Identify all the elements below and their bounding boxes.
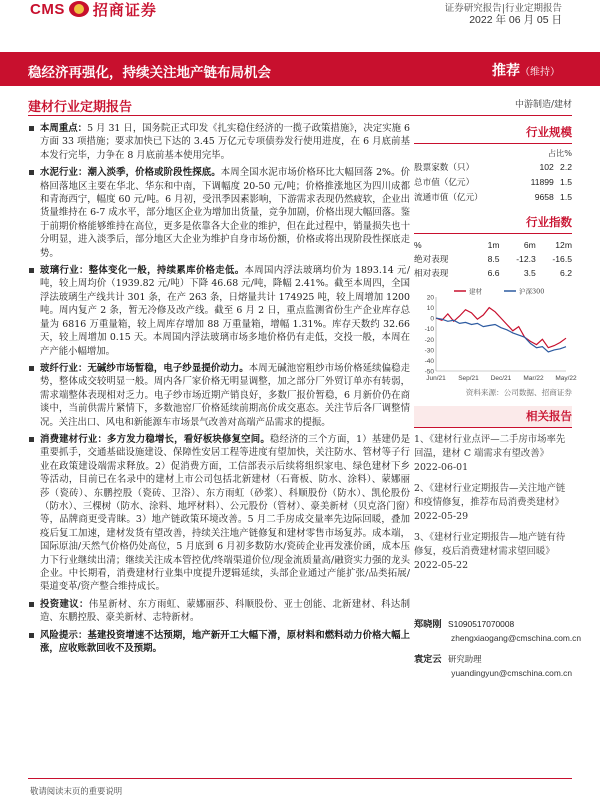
- x-tick-label: May/22: [555, 374, 577, 382]
- paragraph-lead: 本周重点：: [40, 123, 88, 134]
- x-tick-label: Jun/21: [426, 374, 446, 382]
- y-tick-label: -50: [424, 368, 434, 376]
- scale-table: [414, 160, 572, 204]
- analysts: [414, 612, 582, 678]
- related-report-item[interactable]: 3、《建材行业定期报告—地产链有待修复，疫后消费建材需求望回暖》2022-05-22: [414, 531, 566, 571]
- scale-unit: 占比%: [547, 148, 572, 158]
- index-title: 行业指数: [414, 212, 572, 234]
- sidebar: [414, 122, 577, 580]
- paragraph-lead: 玻纤行业：无碱纱市场暂稳，电子纱显提价动力。: [40, 362, 249, 374]
- row-value: 6.6: [487, 268, 500, 279]
- x-tick-label: Sep/21: [458, 374, 479, 382]
- row-value: 8.5: [487, 253, 500, 264]
- y-tick-label: -10: [424, 325, 434, 333]
- x-tick-label: Mar/22: [523, 374, 544, 382]
- legend-label: 建材: [469, 287, 482, 296]
- table-row: [414, 266, 572, 281]
- col-header: 1m: [487, 239, 500, 250]
- analyst-1: [414, 616, 572, 630]
- report-title: 稳经济再强化，持续关注地产链布局机会: [28, 65, 271, 81]
- logo-en: CMS: [30, 0, 65, 18]
- row-value: 102: [539, 162, 554, 173]
- table-row: [414, 160, 572, 175]
- row-value: 9658: [534, 191, 554, 202]
- paragraph-fiberglass: [28, 362, 410, 429]
- y-tick-label: -20: [424, 336, 434, 344]
- analyst-title: 研究助理: [448, 654, 482, 664]
- analyst-email[interactable]: yuandingyun@cmschina.com.cn: [451, 668, 572, 678]
- x-tick-label: Dec/21: [490, 374, 512, 382]
- report-type: 证券研究报告|行业定期报告: [444, 3, 562, 14]
- footer-divider: [28, 778, 572, 779]
- scale-title: 行业规模: [414, 122, 572, 144]
- logo-mark-icon: [69, 1, 89, 17]
- report-subtitle: 建材行业定期报告: [28, 100, 133, 115]
- logo-cn: 招商证券: [92, 0, 157, 19]
- analyst-email-row: [448, 633, 582, 643]
- index-unit: %: [414, 239, 422, 250]
- header: [0, 0, 600, 26]
- paragraph-glass: [28, 264, 410, 358]
- related-report-item[interactable]: 2、《建材行业定期报告—关注地产链和疫情修复，推荐布局消费类建材》2022-05-29: [414, 482, 566, 522]
- y-tick-label: -40: [424, 357, 434, 365]
- analyst-name: 郑晓刚: [414, 619, 442, 630]
- main-body: [28, 122, 410, 659]
- industry-tag: 中游制造/建材: [514, 100, 572, 110]
- y-tick-label: 0: [430, 315, 434, 323]
- row-value: 3.5: [523, 268, 536, 279]
- table-row: [414, 190, 572, 205]
- index-table: [414, 238, 572, 280]
- row-pct: 2.2: [560, 162, 572, 173]
- analyst-email-row: [448, 668, 572, 678]
- row-value: -16.5: [552, 253, 572, 264]
- paragraph-text: 5 月 31 日，国务院正式印发《扎实稳住经济的一揽子政策措施》，决定实施 6 方面 33 项措施；要求加快已下达的 3.45 万亿元专项债券发行使用进度，在 6 月底前基本发行完毕，力争在 8 月底前基本使用完毕。: [40, 123, 410, 161]
- paragraph-risk: [28, 629, 410, 656]
- footer-note: 敬请阅读末页的重要说明: [30, 786, 123, 796]
- row-pct: 1.5: [560, 191, 572, 202]
- company-logo: [30, 0, 157, 18]
- chart-source: 资料来源：公司数据、招商证券: [465, 387, 572, 397]
- related-title: 相关报告: [414, 406, 572, 428]
- paragraph-consumer-materials: [28, 433, 410, 594]
- table-row: [414, 251, 572, 266]
- y-tick-label: 20: [426, 294, 434, 302]
- row-pct: 1.5: [560, 177, 572, 188]
- paragraph-cement: [28, 166, 410, 260]
- related-report-item[interactable]: 1、《建材行业点评—二手房市场率先回温，建材 C 端需求有望改善》2022-06-01: [414, 433, 566, 473]
- row-label: 相对表现: [414, 269, 449, 280]
- paragraph-text: 本周无碱池窑粗纱市场价格延续偏稳走势，整体成交较明显一般。周内各厂家价格无明显调整，加之部分厂外贸订单亦有转弱，需求端整体表现相对乏力。电子纱市场近期产销良好，多数厂报价暂稳，6 月新价仍在商谈中，当前供需片紧情下，多数池窑厂价格延续前期高价成交惠态。关注节后各厂调整情况。关注出口、风电和新能源车市场景气改善对高端产品需求的提振。: [40, 362, 410, 428]
- rating-label: 推荐: [492, 63, 520, 79]
- analyst-email[interactable]: zhengxiaogang@cmschina.com.cn: [451, 633, 582, 643]
- divider: [28, 115, 572, 116]
- analyst-cert: S1090517070008: [448, 619, 515, 629]
- paragraph-text: 稳经济的三个方面，1）基建仍是重要抓手，交通基础设施建设、保障性安居工程等进度有望加快，关注防水、管材等子行业在政策建设端需求释放。2）促消费方面，工信部表示后续将组织家电、绿色建材下乡等活动，目前已在名录中的建材上市公司包括北新建材（石膏板、防水、涂料）、蒙娜丽莎（瓷砖）、东鹏控股（瓷砖、卫浴）、东方雨虹（砂浆）、科顺股份（防水）、凯伦股份（防水）、三棵树（防水、涂料、地坪材料）、公元股份（管材）、豪美新材（贝克洛门窗）等，品牌商更受青睐。3）地产链政策环境改善。5 月二手房成交量率先边际回暖，叠加疫后复工加速，建材发货有望改善，持续关注地产链修复和建材零售市场复苏。成本端，国际原油/天然气价格仍处高位，5 月底到 6 月初多数防水/瓷砖企业再发涨价函，成本压力下行业继续出清；继续关注成本管控优/终端渠道价位/现金流质量高/融资实力强的龙头企业。中长期看，消费建材行业集中度提升逻辑延续，头部企业通过产能扩张/品类拓展/渠道变革/资产整合维持成长。: [40, 433, 410, 593]
- y-tick-label: 10: [426, 304, 434, 312]
- row-label: 股票家数（只）: [414, 163, 475, 174]
- row-value: 11899: [530, 177, 554, 188]
- table-header-row: [414, 238, 572, 251]
- paragraph-text: 本周国内浮法玻璃均价为 1893.14 元/吨，较上周均价（1939.82 元/吨）下降 46.68 元/吨，降幅 2.41%。截至本周四，全国浮法玻璃生产线共计 301 条，在产 263 条，日熔量共计 174925 吨，较上周增加 1200 吨。周内复产 2 条，暂无冷修及改产线。截至 6 月 2 日，重点监测省份生产企业库存总量为 6816 万重量箱，较上周库存增加 88 万重量箱，增幅 1.31%。库存天数约 32.66 天，较上周增加 0.15 天。本周国内浮法玻璃市场多地价格仍有走低，交投一般，本周在产产能小幅增加。: [40, 265, 410, 357]
- row-label: 绝对表现: [414, 254, 449, 265]
- col-header: 12m: [555, 239, 572, 250]
- paragraph-lead: 玻璃行业：整体变化一般，持续累库价格走低。: [40, 265, 245, 277]
- row-value: 6.2: [560, 268, 572, 279]
- related-reports: [414, 406, 572, 573]
- table-row: [414, 175, 572, 190]
- index-chart: [414, 285, 577, 385]
- row-label: 流通市值（亿元）: [414, 192, 483, 203]
- index-chart-svg: [414, 285, 577, 385]
- col-header: 6m: [523, 239, 536, 250]
- paragraph-lead: 水泥行业：潮入淡季，价格或阶段性探底。: [40, 167, 221, 179]
- paragraph-text: 伟星新材、东方雨虹、蒙娜丽莎、科顺股份、亚士创能、北新建材、科达制造、东鹏控股、豪美新材、志特新材。: [40, 598, 410, 624]
- paragraph-text: 本周全国水泥市场价格环比大幅回落 2%。价格回落地区主要在华北、华东和中南，下调幅度 20-50 元/吨；价格推涨地区为四川成都和青海西宁，幅度 60 元/吨。6 月初，受汛季因素影响，下游需求表现仍然疲软，企业出货量维持在 6-7 成水平，部分地区企业为增加出货量，竞争加剧，价格出现大幅回落。鉴于前期价格能够维持在高位，更多是依靠各大企业的维护，但在此过程中，销量损失也十分明显，进入淡季后，部分地区大企业为维护自身市场份额，价格或将出现阶段性探底走势。: [40, 167, 410, 259]
- paragraph-investment: [28, 598, 410, 625]
- legend-label: 沪深300: [519, 287, 545, 296]
- rating-note: （维持）: [520, 67, 560, 78]
- rating: [492, 60, 560, 80]
- report-date: 2022 年 06 月 05 日: [469, 14, 562, 26]
- paragraph-lead: 投资建议：: [40, 598, 89, 610]
- y-tick-label: -30: [424, 347, 434, 355]
- analyst-2: [414, 651, 572, 665]
- row-value: -12.3: [516, 253, 536, 264]
- paragraph-lead: 消费建材行业：多方发力稳增长，看好板块修复空间。: [40, 433, 270, 445]
- row-label: 总市值（亿元）: [414, 178, 475, 189]
- title-banner: [0, 52, 600, 86]
- paragraph-summary: [28, 122, 410, 162]
- series-line-benchmark: [436, 318, 566, 352]
- analyst-name: 袁定云: [414, 654, 442, 665]
- paragraph-lead: 风险提示：基建投资增速不达预期，地产新开工大幅下滑，原材料和燃料动力价格大幅上涨，应收账款回收不及预期。: [40, 629, 410, 655]
